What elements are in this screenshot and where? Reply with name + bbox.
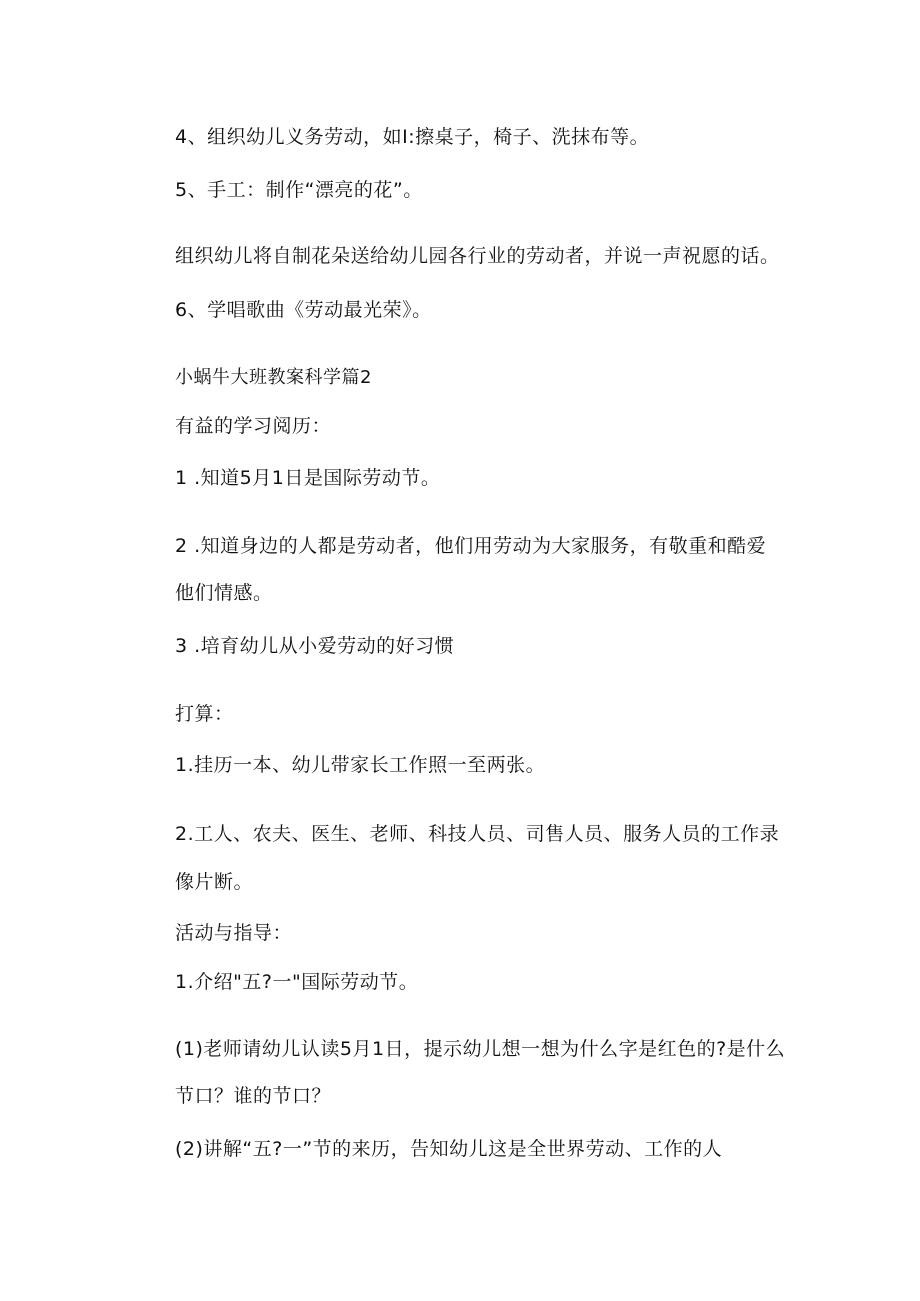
text-line: (1)老师请幼儿认读5月1日，提示幼儿想一想为什么字是红色的?是什么	[175, 1038, 786, 1060]
text-line: 2.工人、农夫、医生、老师、科技人员、司售人员、服务人员的工作录	[175, 823, 780, 845]
text-line: 他们情感。	[175, 582, 273, 604]
text-line: 1 .知道5月1日是国际劳动节。	[175, 467, 441, 489]
text-line: 活动与指导：	[175, 922, 293, 944]
text-line: 像片断。	[175, 871, 254, 893]
text-line: 3 .培育幼儿从小爱劳动的好习惯	[175, 635, 455, 657]
text-line: 2 .知道身边的人都是劳动者，他们用劳动为大家服务，有敬重和酷爱	[175, 535, 767, 557]
text-line: 有益的学习阅历：	[175, 415, 332, 437]
text-line: (2)讲解“五?一”节的来历，告知幼儿这是全世界劳动、工作的人	[175, 1138, 723, 1160]
text-line: 1.介绍"五?一"国际劳动节。	[175, 971, 419, 993]
text-line: 1.挂历一本、幼儿带家长工作照一至两张。	[175, 754, 546, 776]
text-line: 打算：	[175, 703, 234, 725]
text-line: 节口？谁的节口？	[175, 1085, 332, 1107]
text-line: 组织幼儿将自制花朵送给幼儿园各行业的劳动者，并说一声祝愿的话。	[175, 245, 780, 267]
section-heading: 小蜗牛大班教案科学篇2	[175, 367, 372, 388]
text-line: 4、组织幼儿义务劳动，如I:擦桌子，椅子、洗抹布等。	[175, 126, 650, 148]
text-line: 6、学唱歌曲《劳动最光荣》。	[175, 299, 432, 321]
text-line: 5、手工：制作“漂亮的花”。	[175, 179, 423, 201]
